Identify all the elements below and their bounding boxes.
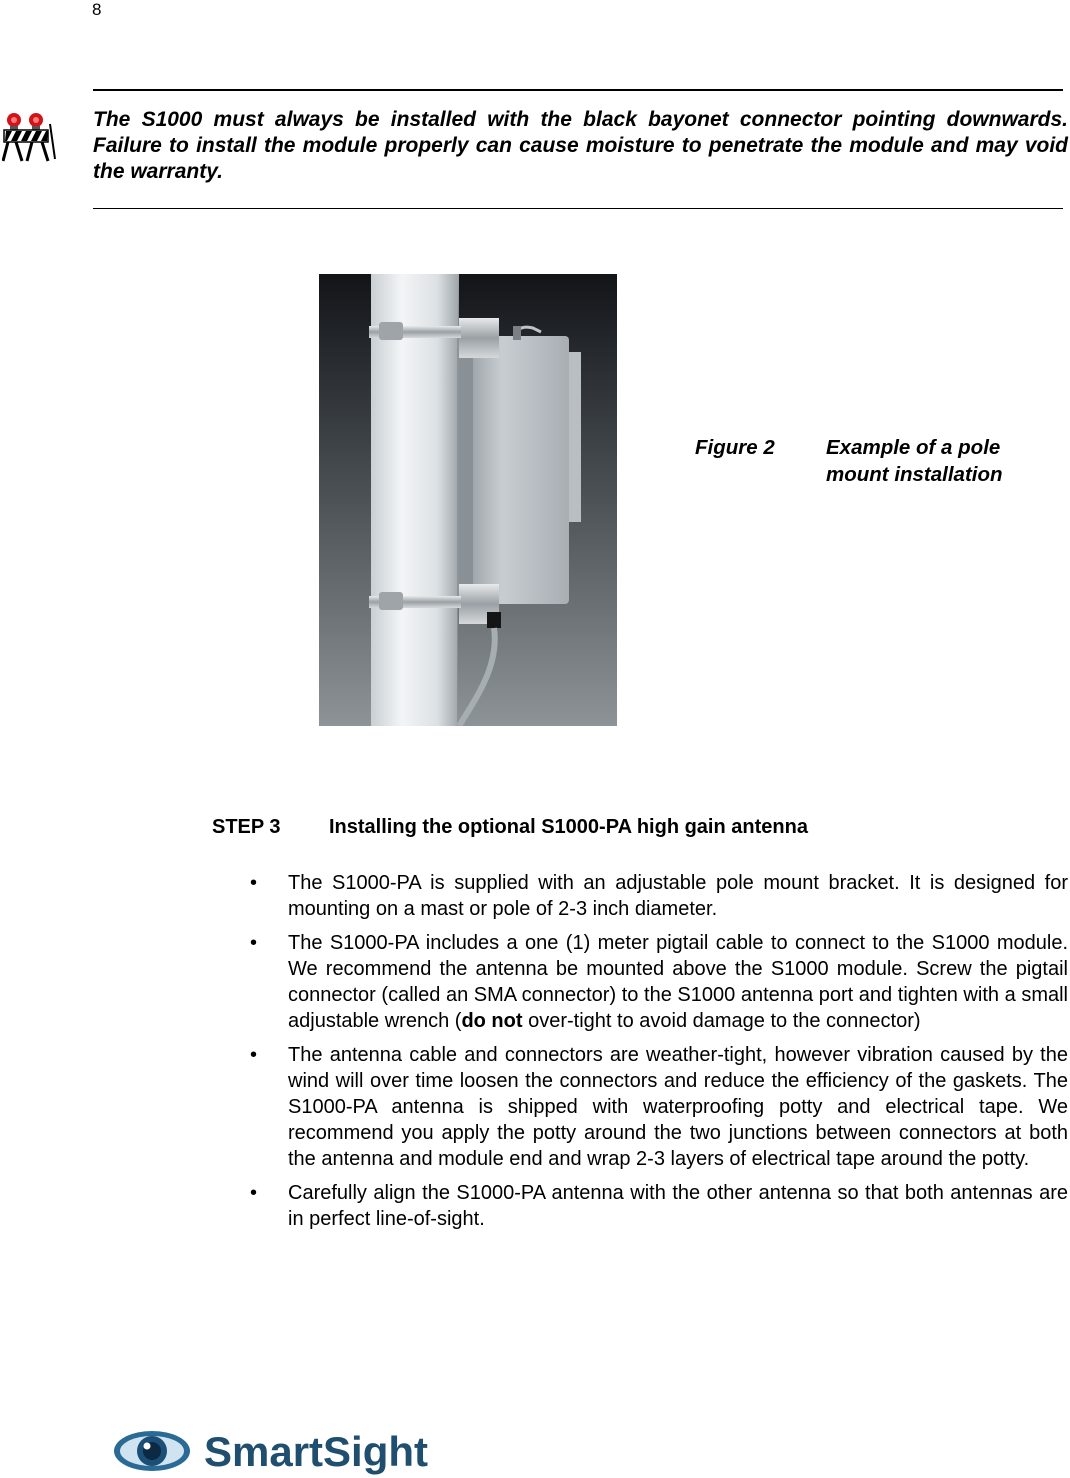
list-item-text: The antenna cable and connectors are weather-tight, however vibration caused by the wind will over time loosen the connectors and reduce the efficiency of the gaskets. The S1000-PA antenna is shipped with waterproofing potty and electrical tape. We recommend you apply the potty around the two junctions between connectors at both the antenna and module end and wrap 2-3 layers of electrical tape around the potty. xyxy=(288,1044,1068,1170)
emphasis-text: do not xyxy=(461,1010,523,1032)
warning-note: The S1000 must always be installed with the black bayonet connector pointing downwards. Failure to install the module properly can cause moisture to penetrate the module and may void the warranty. xyxy=(93,108,1068,183)
list-item-text: Carefully align the S1000-PA antenna with the other antenna so that both antennas are in perfect line-of-sight. xyxy=(288,1182,1068,1230)
list-item xyxy=(250,930,1068,1034)
logo-wordmark: SmartSight xyxy=(204,1428,429,1475)
bottom-divider xyxy=(93,208,1063,209)
list-item-text: The S1000-PA is supplied with an adjustable pole mount bracket. It is designed for mounting on a mast or pole of 2-3 inch diameter. xyxy=(288,872,1068,920)
smartsight-logo xyxy=(112,1420,457,1478)
bullet-marker: • xyxy=(250,1182,258,1204)
pole-mount-photo xyxy=(319,274,617,726)
step-number: STEP 3 xyxy=(212,816,281,838)
bullet-marker: • xyxy=(250,932,258,954)
list-item-text: The S1000-PA includes a one (1) meter pigtail cable to connect to the S1000 module. We recommend the antenna be mounted above the S1000 module. Screw the pigtail connector (called an SMA connector) to the S1000 antenna port and tighten with a small adjustable wrench ( xyxy=(288,932,1068,1032)
bullet-marker: • xyxy=(250,1044,258,1066)
barricade-warning-icon xyxy=(2,104,56,162)
eye-logo-icon xyxy=(114,1431,190,1471)
page-number: 8 xyxy=(92,0,102,19)
list-item xyxy=(250,1042,1068,1172)
figure-caption: Example of a pole mount installation xyxy=(826,436,1003,486)
top-divider xyxy=(93,89,1063,91)
figure-number: Figure 2 xyxy=(695,436,775,459)
step-title: Installing the optional S1000-PA high gain antenna xyxy=(329,816,808,838)
list-item xyxy=(250,870,1068,922)
instruction-list xyxy=(250,870,1068,1240)
list-item-text: over-tight to avoid damage to the connector) xyxy=(522,1010,921,1032)
bullet-marker: • xyxy=(250,872,258,894)
list-item xyxy=(250,1180,1068,1232)
